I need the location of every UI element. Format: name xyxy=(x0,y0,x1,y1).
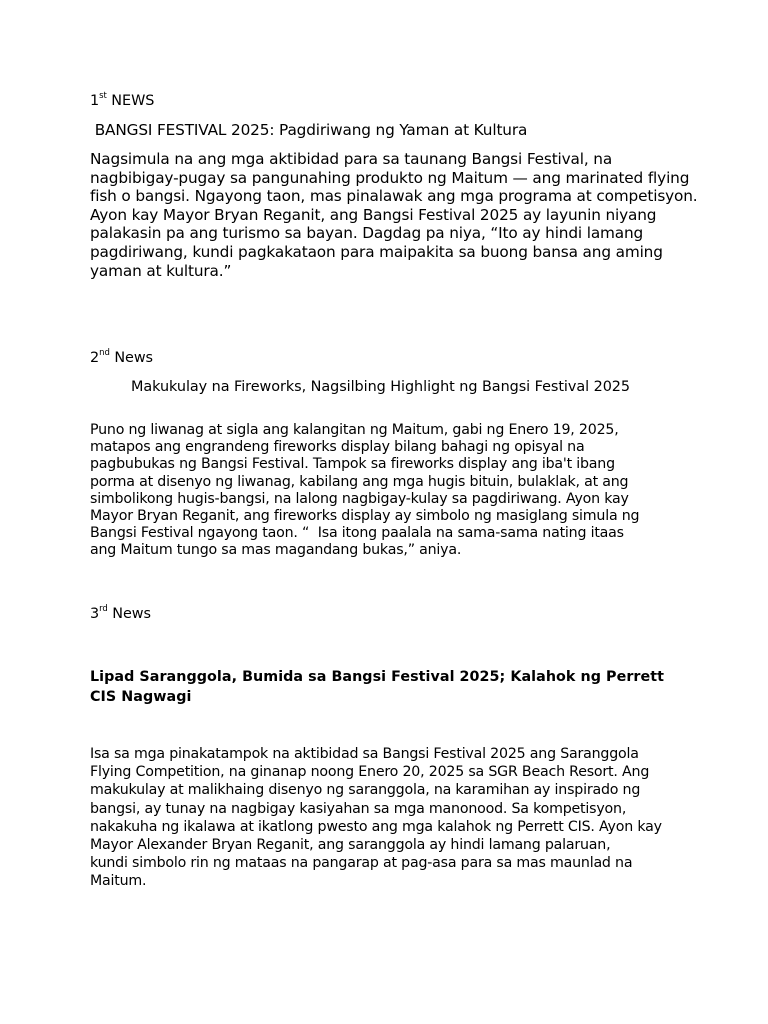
news-3-label-number: 3 xyxy=(90,606,100,622)
news-2-label-ordinal: nd xyxy=(99,348,110,359)
news-2-body-line: ang Maitum tungo sa mas magandang bukas,” aniya. xyxy=(90,542,462,559)
news-3-title-line: Lipad Saranggola, Bumida sa Bangsi Festival 2025; Kalahok ng Perrett xyxy=(90,669,665,685)
news-1-body-line: nagbibigay-pugay sa pangunahing produkto ng Maitum — ang marinated flying xyxy=(90,168,690,187)
news-2-label-number: 2 xyxy=(90,350,100,366)
news-3-title xyxy=(90,668,664,707)
news-1-body-line: palakasin pa ang turismo sa bayan. Dagdag pa niya, “Ito ay hindi lamang xyxy=(90,224,644,243)
news-3-body-line: bangsi, ay tunay na nagbigay kasiyahan sa mga manonood. Sa kompetisyon, xyxy=(90,800,627,817)
news-3-body-line: Mayor Alexander Bryan Reganit, ang saranggola ay hindi lamang palaruan, xyxy=(90,836,611,853)
news-2-body-line: Puno ng liwanag at sigla ang kalangitan ng Maitum, gabi ng Enero 19, 2025, xyxy=(90,422,619,438)
news-3-body-line: Maitum. xyxy=(90,873,147,890)
news-2-label xyxy=(90,350,153,366)
news-2-body-line: porma at disenyo ng liwanag, kabilang ang mga hugis bituin, bulaklak, at ang xyxy=(90,473,629,490)
news-1-label xyxy=(90,93,154,109)
news-1-body-line: fish o bangsi. Ngayong taon, mas pinalawak ang mga programa at competisyon. xyxy=(90,187,698,206)
news-2-body-line: Mayor Bryan Reganit, ang fireworks display ay simbolo ng masiglang simula ng xyxy=(90,507,640,524)
news-3-body-line: nakakuha ng ikalawa at ikatlong pwesto ang mga kalahok ng Perrett CIS. Ayon kay xyxy=(90,818,662,835)
news-3-title-line: CIS Nagwagi xyxy=(90,688,192,705)
news-3-body-line: makukulay at malikhaing disenyo ng saranggola, na karamihan ay inspirado ng xyxy=(90,782,641,799)
news-2-body xyxy=(90,422,639,560)
news-1-body-line: Ayon kay Mayor Bryan Reganit, ang Bangsi Festival 2025 ay layunin niyang xyxy=(90,205,657,224)
news-3-body xyxy=(90,745,662,891)
news-1-label-ordinal: st xyxy=(99,91,107,102)
news-1-label-word: NEWS xyxy=(106,93,155,109)
news-1-label-number: 1 xyxy=(90,93,100,109)
news-2-body-line: simbolikong hugis-bangsi, na lalong nagbigay-kulay sa pagdiriwang. Ayon kay xyxy=(90,490,629,507)
news-2-body-line: matapos ang engrandeng fireworks display bilang bahagi ng opisyal na xyxy=(90,439,585,456)
news-3-label-word: News xyxy=(107,606,151,622)
news-2-body-line: Bangsi Festival ngayong taon. “ Isa itong paalala na sama-sama nating itaas xyxy=(90,525,624,542)
news-1-body-line: Nagsimula na ang mga aktibidad para sa taunang Bangsi Festival, na xyxy=(90,150,613,168)
news-3-body-line: Isa sa mga pinakatampok na aktibidad sa Bangsi Festival 2025 ang Saranggola xyxy=(90,746,639,762)
news-1-body-line: yaman at kultura.” xyxy=(90,261,232,280)
news-2-body-line: pagbubukas ng Bangsi Festival. Tampok sa fireworks display ang iba't ibang xyxy=(90,456,615,473)
news-3-body-line: kundi simbolo rin ng mataas na pangarap at pag-asa para sa mas maunlad na xyxy=(90,855,633,872)
news-2-label-word: News xyxy=(109,350,154,366)
news-2-title: Makukulay na Fireworks, Nagsilbing Highlight ng Bangsi Festival 2025 xyxy=(131,379,631,395)
news-3-body-line: Flying Competition, na ginanap noong Enero 20, 2025 sa SGR Beach Resort. Ang xyxy=(90,764,650,781)
news-1-body-line: pagdiriwang, kundi pagkakataon para maipakita sa buong bansa ang aming xyxy=(90,242,663,261)
news-3-label xyxy=(90,606,151,622)
news-1-title: BANGSI FESTIVAL 2025: Pagdiriwang ng Yaman at Kultura xyxy=(90,121,528,139)
news-3-label-ordinal: rd xyxy=(99,604,108,615)
news-1-body xyxy=(90,150,698,280)
